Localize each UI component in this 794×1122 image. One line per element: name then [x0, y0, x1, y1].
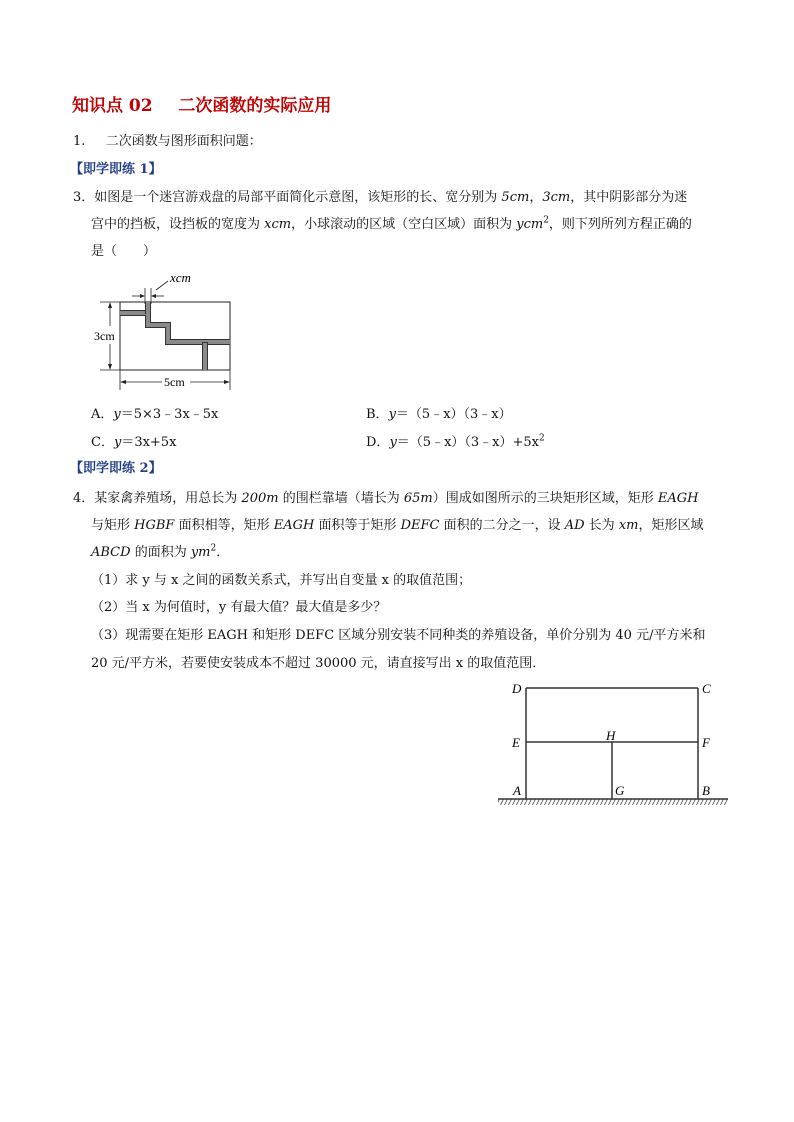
- q4-superscript: 2: [210, 543, 217, 554]
- point-c-label: C: [702, 681, 711, 696]
- q3-superscript: 2: [543, 215, 549, 226]
- q3-text: ，其中阴影部分为迷: [570, 190, 688, 205]
- option-a: [91, 406, 218, 424]
- point-d-label: D: [512, 681, 522, 696]
- point-h-label: H: [606, 728, 616, 743]
- option-c-label: C．: [91, 435, 114, 450]
- enclosure-figure: [496, 678, 732, 810]
- q4-text: ．: [216, 545, 230, 560]
- heading-title: 二次函数的实际应用: [178, 96, 332, 116]
- option-b-expr: ＝（5﹣x）（3﹣x）: [395, 407, 512, 422]
- x-dim-arrowhead-right: [151, 294, 156, 298]
- q4-text: ）围成如图所示的三块矩形区域，矩形: [432, 491, 658, 506]
- option-c-expr: ＝3x+5x: [121, 435, 177, 450]
- maze-barrier-fill: [120, 313, 230, 342]
- q4-rect-name: DEFC: [400, 518, 440, 533]
- q4-var-x: xm: [618, 518, 639, 533]
- q3-text: 宫中的挡板，设挡板的宽度为: [91, 217, 265, 232]
- practice-1-label: 【即学即练 1】: [70, 162, 162, 177]
- q4-sub-3-line-2: 20 元/平方米，若要使安装成本不超过 30000 元，请直接写出 x 的取值范围．: [91, 656, 546, 671]
- q4-segment: AD: [564, 518, 585, 533]
- q4-rect-name: ABCD: [91, 545, 131, 560]
- q4-text: 的围栏靠墙（墙长为: [278, 491, 404, 506]
- q4-rect-name: HGBF: [134, 518, 175, 533]
- practice-2-label: 【即学即练 2】: [70, 461, 162, 476]
- q4-text: 面积相等，矩形: [174, 518, 274, 533]
- option-d-superscript: 2: [539, 433, 545, 444]
- q3-line-1: [73, 189, 687, 207]
- q3-text: ，: [529, 190, 543, 205]
- q4-wall-length: 65m: [403, 491, 433, 506]
- q4-sub-2: （2）当 x 为何值时，y 有最大值？最大值是多少？: [91, 600, 387, 615]
- label-3cm: 3cm: [94, 329, 115, 343]
- q4-line-3: [91, 544, 229, 562]
- q4-sub-1: （1）求 y 与 x 之间的函数关系式，并写出自变量 x 的取值范围；: [91, 573, 472, 588]
- option-b-var: y: [388, 407, 396, 422]
- option-c-var: y: [113, 435, 122, 450]
- q4-rect-name: EAGH: [273, 518, 315, 533]
- w-dim-arrowhead-right: [224, 380, 230, 384]
- option-a-var: y: [113, 407, 121, 422]
- point-a-label: A: [513, 783, 521, 798]
- heading-label: 知识点 02: [72, 96, 153, 116]
- option-b: [366, 406, 512, 424]
- q4-text: 面积的二分之一，设: [439, 518, 565, 533]
- h-dim-arrowhead-bottom: [108, 364, 112, 370]
- w-dim-arrowhead-left: [120, 380, 126, 384]
- option-d-expr: ＝（5﹣x）（3﹣x）+5x: [396, 435, 539, 450]
- option-d-label: D．: [366, 435, 390, 450]
- x-dim-arrowhead-left: [140, 294, 145, 298]
- q4-line-2: [91, 517, 704, 535]
- point-f-label: F: [702, 735, 710, 750]
- q3-length: 5cm: [501, 190, 530, 205]
- option-a-label: A．: [91, 407, 114, 422]
- option-d-var: y: [389, 435, 397, 450]
- ground-hatch: [498, 799, 728, 805]
- section-1-text: 二次函数与图形面积问题：: [105, 134, 262, 149]
- q4-text: 面积等于矩形: [314, 518, 401, 533]
- q3-text: ，小球滚动的区域（空白区域）面积为: [291, 217, 517, 232]
- section-1-num: 1.: [73, 134, 86, 149]
- q4-num: 4．: [73, 491, 95, 506]
- option-d: [366, 434, 545, 452]
- section-heading: [72, 97, 331, 115]
- point-b-label: B: [702, 783, 710, 798]
- q4-line-1: [73, 490, 698, 508]
- q3-var-x: xcm: [264, 217, 292, 232]
- label-5cm: 5cm: [164, 375, 185, 389]
- q4-text: ，矩形区域: [638, 518, 704, 533]
- option-c: [91, 434, 176, 452]
- q3-line-3: 是（ ）: [91, 244, 157, 259]
- section-1: [73, 133, 262, 151]
- point-g-label: G: [615, 783, 625, 798]
- h-dim-arrowhead-top: [108, 302, 112, 308]
- option-b-label: B．: [366, 407, 389, 422]
- q4-total-length: 200m: [241, 491, 279, 506]
- q3-width: 3cm: [542, 190, 571, 205]
- q4-text: 的面积为: [130, 545, 191, 560]
- q4-text: 某家禽养殖场，用总长为: [94, 491, 242, 506]
- maze-barrier: [120, 313, 230, 342]
- q3-var-y: ycm: [516, 217, 544, 232]
- maze-figure: [88, 268, 248, 394]
- q3-line-2: [91, 216, 692, 234]
- point-e-label: E: [512, 735, 520, 750]
- q3-num: 3．: [73, 190, 95, 205]
- q4-text: 与矩形: [91, 518, 135, 533]
- q4-sub-3-line-1: （3）现需要在矩形 EAGH 和矩形 DEFC 区域分别安装不同种类的养殖设备，单价分别为 40 元/平方米和: [91, 628, 706, 643]
- label-xcm: xcm: [170, 270, 191, 285]
- q4-rect-name: EAGH: [657, 491, 699, 506]
- x-dim-leader: [156, 281, 168, 290]
- option-a-expr: ＝5×3﹣3x﹣5x: [120, 407, 219, 422]
- q3-text: 如图是一个迷宫游戏盘的局部平面简化示意图，该矩形的长、宽分别为: [94, 190, 502, 205]
- q3-text: ，则下列所列方程正确的: [548, 217, 692, 232]
- q4-var-y: ym: [190, 545, 211, 560]
- q4-text: 长为: [584, 518, 619, 533]
